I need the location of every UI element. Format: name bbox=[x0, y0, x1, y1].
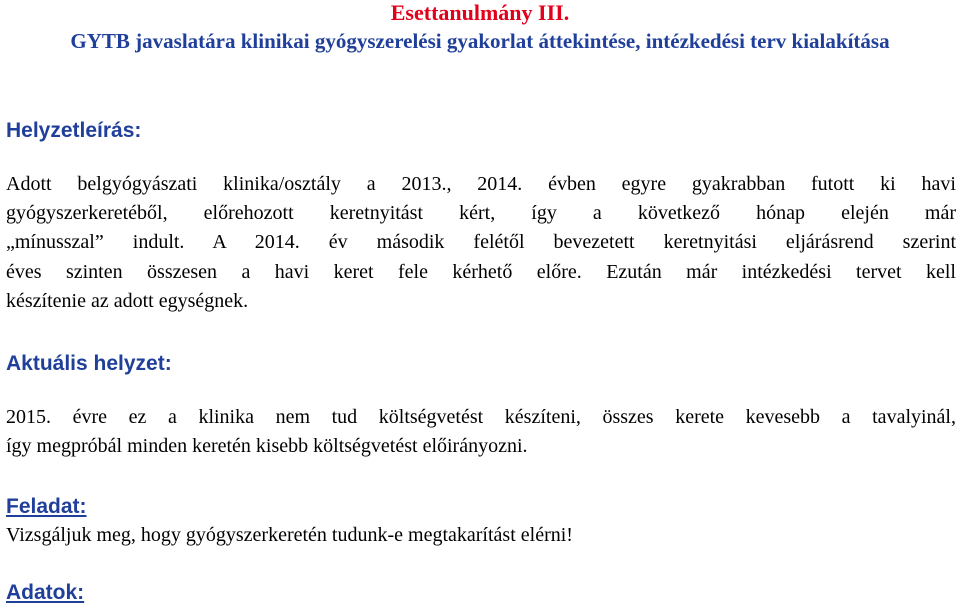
situation-line: készítenie az adott egységnek. bbox=[6, 289, 249, 312]
document-title: GYTB javaslatára klinikai gyógyszerelési gyakorlat áttekintése, intézkedési terv kialakítása bbox=[70, 29, 890, 53]
task-text bbox=[6, 521, 956, 550]
situation-line: éves szinten összesen a havi keret fele kérhető előre. Ezután már intézkedési tervet kell bbox=[6, 260, 956, 283]
current-situation-line: 2015. évre ez a klinika nem tud költségvetést készíteni, összes kerete kevesebb a tavalyinál, bbox=[6, 406, 956, 428]
data-heading: Adatok: bbox=[6, 581, 85, 604]
situation-line: Adott belgyógyászati klinika/osztály a 2013., 2014. évben egyre gyakrabban futott ki havi bbox=[6, 173, 956, 195]
task-heading: Feladat: bbox=[6, 495, 87, 518]
situation-paragraph bbox=[6, 170, 956, 316]
situation-heading: Helyzetleírás: bbox=[6, 119, 142, 142]
current-situation-heading: Aktuális helyzet: bbox=[6, 352, 172, 375]
task-line: Vizsgáljuk meg, hogy gyógyszerkeretén tudunk-e megtakarítást elérni! bbox=[6, 524, 573, 546]
case-study-label: Esettanulmány III. bbox=[390, 0, 570, 25]
situation-line: „mínusszal” indult. A 2014. év második felétől bevezetett keretnyitási eljárásrend szerint bbox=[6, 231, 956, 254]
current-situation-paragraph bbox=[6, 403, 956, 461]
situation-line: gyógyszerkeretéből, előrehozott keretnyitást kért, így a következő hónap elején már bbox=[6, 202, 956, 225]
current-situation-line: így megpróbál minden keretén kisebb költségvetést előirányozni. bbox=[6, 435, 528, 458]
